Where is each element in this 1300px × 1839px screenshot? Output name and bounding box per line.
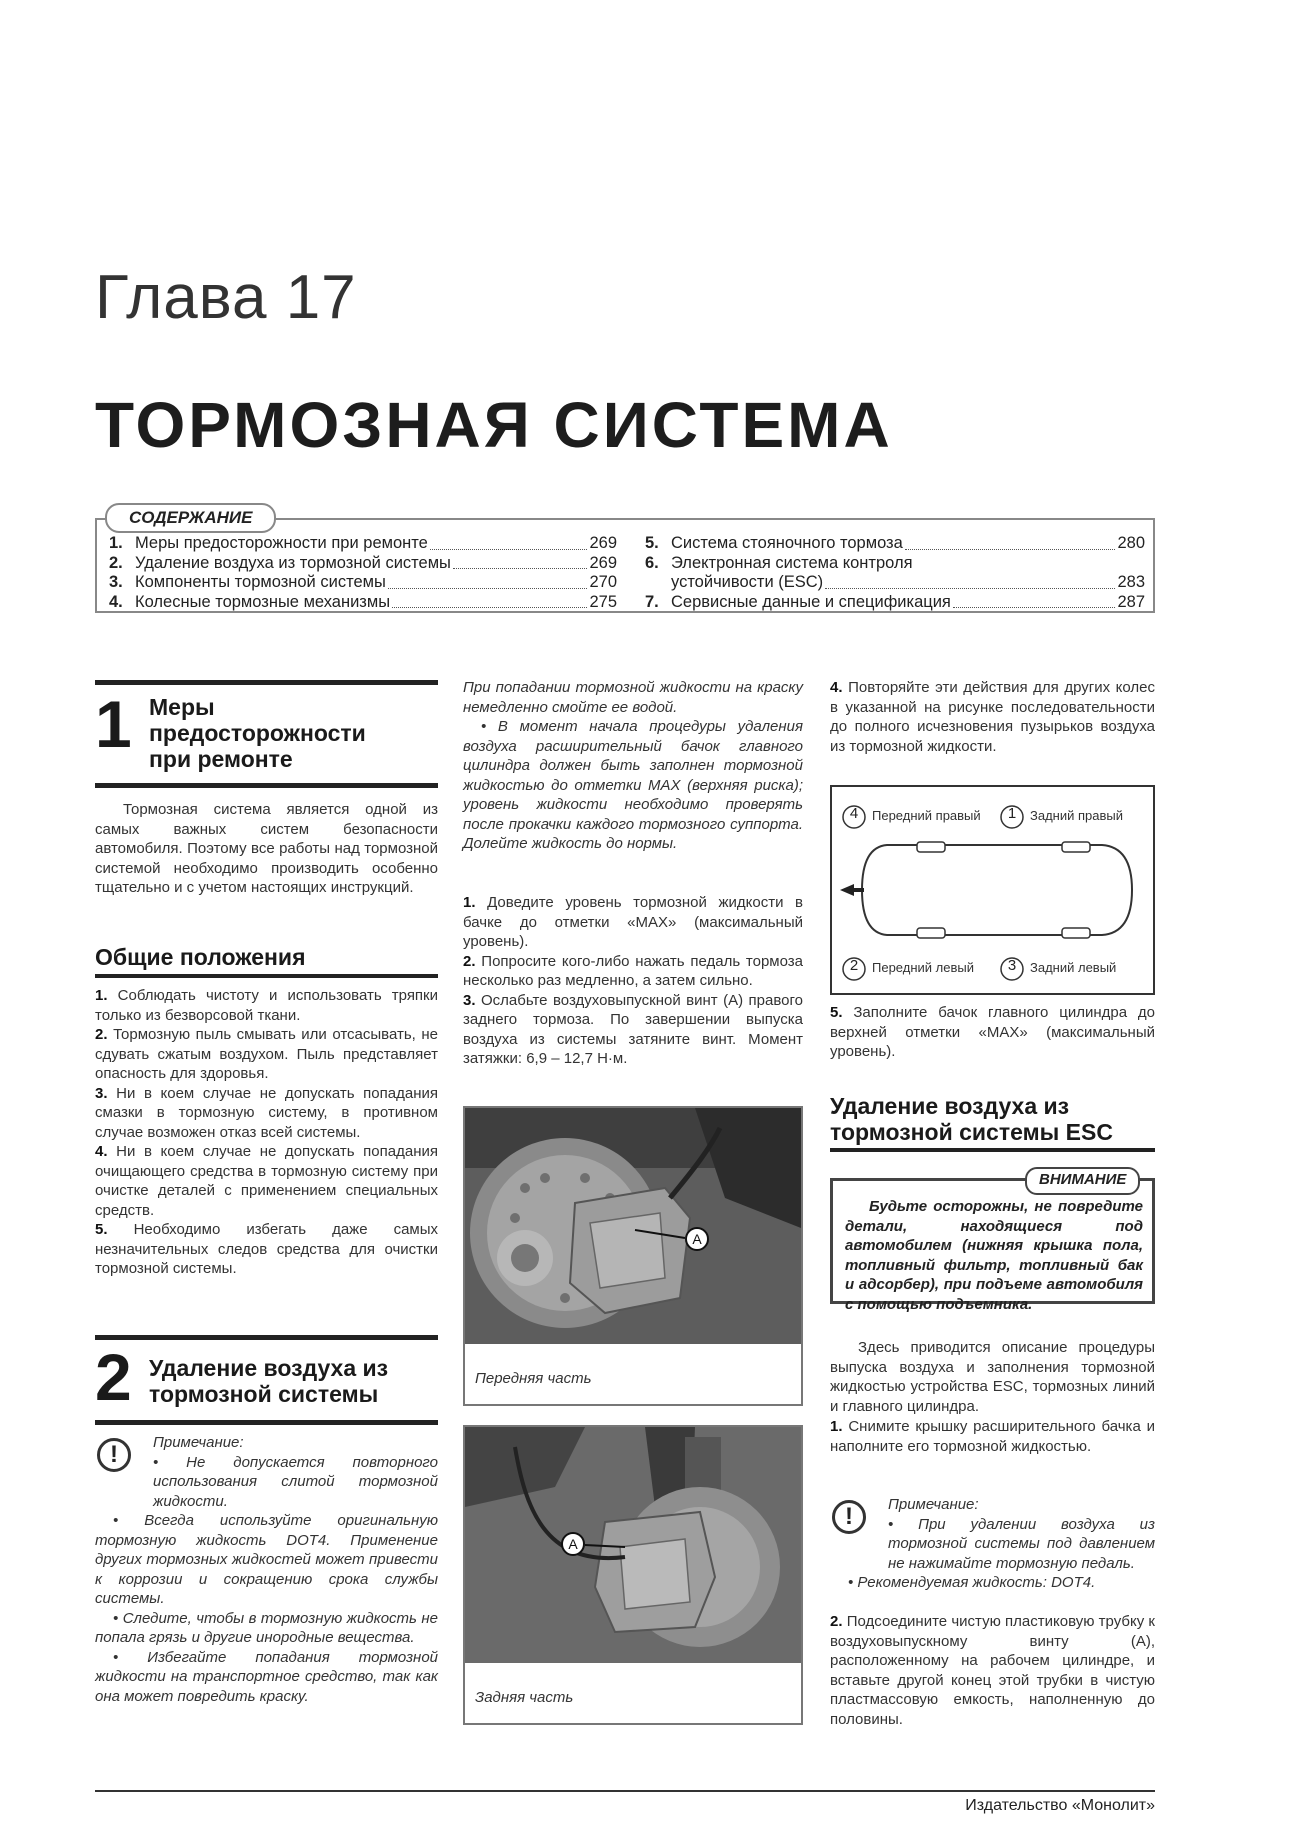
- bleeding-steps: [463, 893, 803, 1069]
- toc-label: СОДЕРЖАНИЕ: [105, 503, 276, 533]
- toc-entry[interactable]: 2. Удаление воздуха из тормозной системы 269: [109, 553, 617, 572]
- wheel-label: Передний левый: [872, 960, 974, 975]
- brake-fluid-warning: При попадании тормозной жидкости на краску немедленно смойте ее водой. • В момент начала процедуры удаления воздуха расширительный бачок главного цилиндра должен быть заполнен тормозной жидкостью до отметки MAX (верхняя риска); уровень жидкости необходимо проверять после прокачки каждого тормозного суппорта. Долейте жидкость до нормы.: [463, 679, 803, 852]
- exclamation-icon: !: [97, 1438, 131, 1472]
- front-brake-image: [465, 1108, 801, 1344]
- esc-note: Примечание: • При удалении воздуха из тормозной системы под давлением не нажимайте тормозную педаль. • Рекомендуемая жидкость: DOT4.: [830, 1495, 1155, 1593]
- note-bullet: • Рекомендуемая жидкость: DOT4.: [848, 1574, 1096, 1591]
- toc-entry[interactable]: 3. Компоненты тормозной системы 270: [109, 573, 617, 591]
- list-item: 4. Повторяйте эти действия для других колес в указанной на рисунке последовательности до полного исчезновения пузырьков воздуха из тормозной жидкости.: [830, 679, 1155, 755]
- section-number: 1: [95, 687, 132, 761]
- attention-label: ВНИМАНИЕ: [1025, 1167, 1140, 1195]
- footer-divider: [95, 1790, 1155, 1792]
- note-bullet: • Избегайте попадания тормозной жидкости на транспортное средство, так как она может повредить краску.: [95, 1648, 438, 1705]
- bleeding-sequence-diagram: [830, 785, 1155, 995]
- toc-left-column: [109, 534, 617, 612]
- rear-brake-image: [465, 1427, 801, 1663]
- list-item: 2. Попросите кого-либо нажать педаль тормоза несколько раз медленно, а затем сильно.: [463, 952, 804, 989]
- list-item: 1. Снимите крышку расширительного бачка и наполните его тормозной жидкостью.: [830, 1418, 1155, 1455]
- wheel-order-number: 1: [1007, 805, 1017, 822]
- section-1-header: [95, 680, 438, 788]
- attention-box: [830, 1178, 1155, 1313]
- wheel-label: Передний правый: [872, 808, 981, 823]
- toc-entry[interactable]: 4. Колесные тормозные механизмы 275: [109, 592, 617, 611]
- callout-a: A: [692, 1231, 702, 1247]
- toc-entry[interactable]: 6. Электронная система контроля: [645, 553, 913, 572]
- list-item: 5. Заполните бачок главного цилиндра до верхней отметки «MAX» (максимальный уровень).: [830, 1004, 1155, 1060]
- toc-entry[interactable]: устойчивости (ESC) 283: [671, 573, 1145, 591]
- photo-caption: Задняя часть: [475, 1689, 574, 1706]
- toc-entry[interactable]: 5. Система стояночного тормоза 280: [645, 534, 1145, 552]
- wheel-order-number: 2: [849, 957, 859, 974]
- page-title: ТОРМОЗНАЯ СИСТЕМА: [95, 389, 893, 461]
- note-bullet: • При удалении воздуха из тормозной системы под давлением не нажимайте тормозную педаль.: [888, 1515, 1155, 1572]
- general-provisions-heading: Общие положения: [95, 944, 438, 978]
- toc-right-column: [645, 534, 1145, 612]
- list-item: 3. Ни в коем случае не допускать попадания смазки в тормозную систему, в противном случае возможен отказ всей системы.: [95, 1084, 438, 1141]
- section-number: 2: [95, 1340, 132, 1414]
- toc-entry[interactable]: 1. Меры предосторожности при ремонте 269: [109, 534, 617, 552]
- callout-a: A: [568, 1536, 578, 1552]
- list-item: 2. Подсоедините чистую пластиковую трубку к воздуховыпускному винту (A), расположенному на рабочем цилиндре, и вставьте другой конец этой трубки в чистую пластмассовую емкость, наполненную до половины.: [830, 1613, 1155, 1728]
- esc-section-heading: Удаление воздуха из тормозной системы ESC: [830, 1093, 1155, 1152]
- general-provisions-list: [95, 986, 438, 1279]
- attention-text: Будьте осторожны, не повредите детали, находящиеся под автомобилем (нижняя крышка пола, топливный фильтр, топливный бак и адсорбер), при подъеме автомобиля с помощью подъемника.: [845, 1198, 1143, 1313]
- front-arrow-icon: [840, 884, 864, 896]
- wheel-label: Задний правый: [1030, 808, 1123, 823]
- publisher-footer: Издательство «Монолит»: [965, 1797, 1155, 1814]
- rear-brake-photo: [463, 1425, 803, 1725]
- exclamation-icon: !: [832, 1500, 866, 1534]
- section-title: Меры предосторожности при ремонте: [149, 694, 366, 772]
- note-bullet: • Следите, чтобы в тормозную жидкость не попала грязь и другие инородные вещества.: [95, 1609, 438, 1646]
- section-title: Удаление воздуха из тормозной системы: [149, 1355, 389, 1407]
- list-item: 3. Ослабьте воздуховыпускной винт (A) правого заднего тормоза. По завершении выпуска воздуха из системы затяните винт. Момент затяжки: 6,9 – 12,7 Н·м.: [463, 991, 803, 1067]
- wheel-order-number: 4: [849, 805, 859, 822]
- esc-intro: Здесь приводится описание процедуры выпуска воздуха и заполнения тормозной жидкостью устройства ESC, тормозных линий и главного цилиндра.: [830, 1339, 1155, 1415]
- section-2-note: Примечание: • Не допускается повторного использования слитой тормозной жидкости. • Всегда используйте оригинальную тормозную жидкость DOT4. Применение других тормозных жидкостей может привести к коррозии и сокращению срока службы системы. • Следите, чтобы в тормозную жидкость не попала грязь и другие инородные вещества. • Избегайте попадания тормозной жидкости на транспортное средство, так как она может повредить краску.: [95, 1434, 438, 1705]
- wheel-label: Задний левый: [1030, 960, 1117, 975]
- list-item: 4. Ни в коем случае не допускать попадания очищающего средства в тормозную систему при очистке деталей с применением специальных средств.: [95, 1143, 438, 1219]
- front-brake-photo: [463, 1106, 803, 1406]
- section-2-header: [95, 1335, 438, 1425]
- list-item: 1. Доведите уровень тормозной жидкости в бачке до отметки «MAX» (максимальный уровень).: [463, 894, 804, 950]
- section-1-intro: Тормозная система является одной из самых важных систем безопасности автомобиля. Поэтому все работы над тормозной системой необходимо производить особенно тщательно и с учетом настоящих инструкций.: [95, 801, 438, 896]
- photo-caption: Передняя часть: [475, 1370, 592, 1387]
- chapter-number: Глава 17: [95, 263, 357, 332]
- toc-entry[interactable]: 7. Сервисные данные и спецификация 287: [645, 592, 1145, 611]
- note-bullet: • Всегда используйте оригинальную тормозную жидкость DOT4. Применение других тормозных жидкостей может привести к коррозии и сокращению срока службы системы.: [95, 1512, 438, 1607]
- list-item: 1. Соблюдать чистоту и использовать тряпки только из безворсовой ткани.: [95, 987, 439, 1024]
- list-item: 2. Тормозную пыль смывать или отсасывать, не сдувать сжатым воздухом. Пыль представляет опасность для здоровья.: [95, 1026, 438, 1082]
- wheel-order-number: 3: [1007, 957, 1017, 974]
- list-item: 5. Необходимо избегать даже самых незначительных следов средства для очистки тормозной системы.: [95, 1221, 439, 1277]
- note-bullet: • Не допускается повторного использования слитой тормозной жидкости.: [153, 1453, 438, 1510]
